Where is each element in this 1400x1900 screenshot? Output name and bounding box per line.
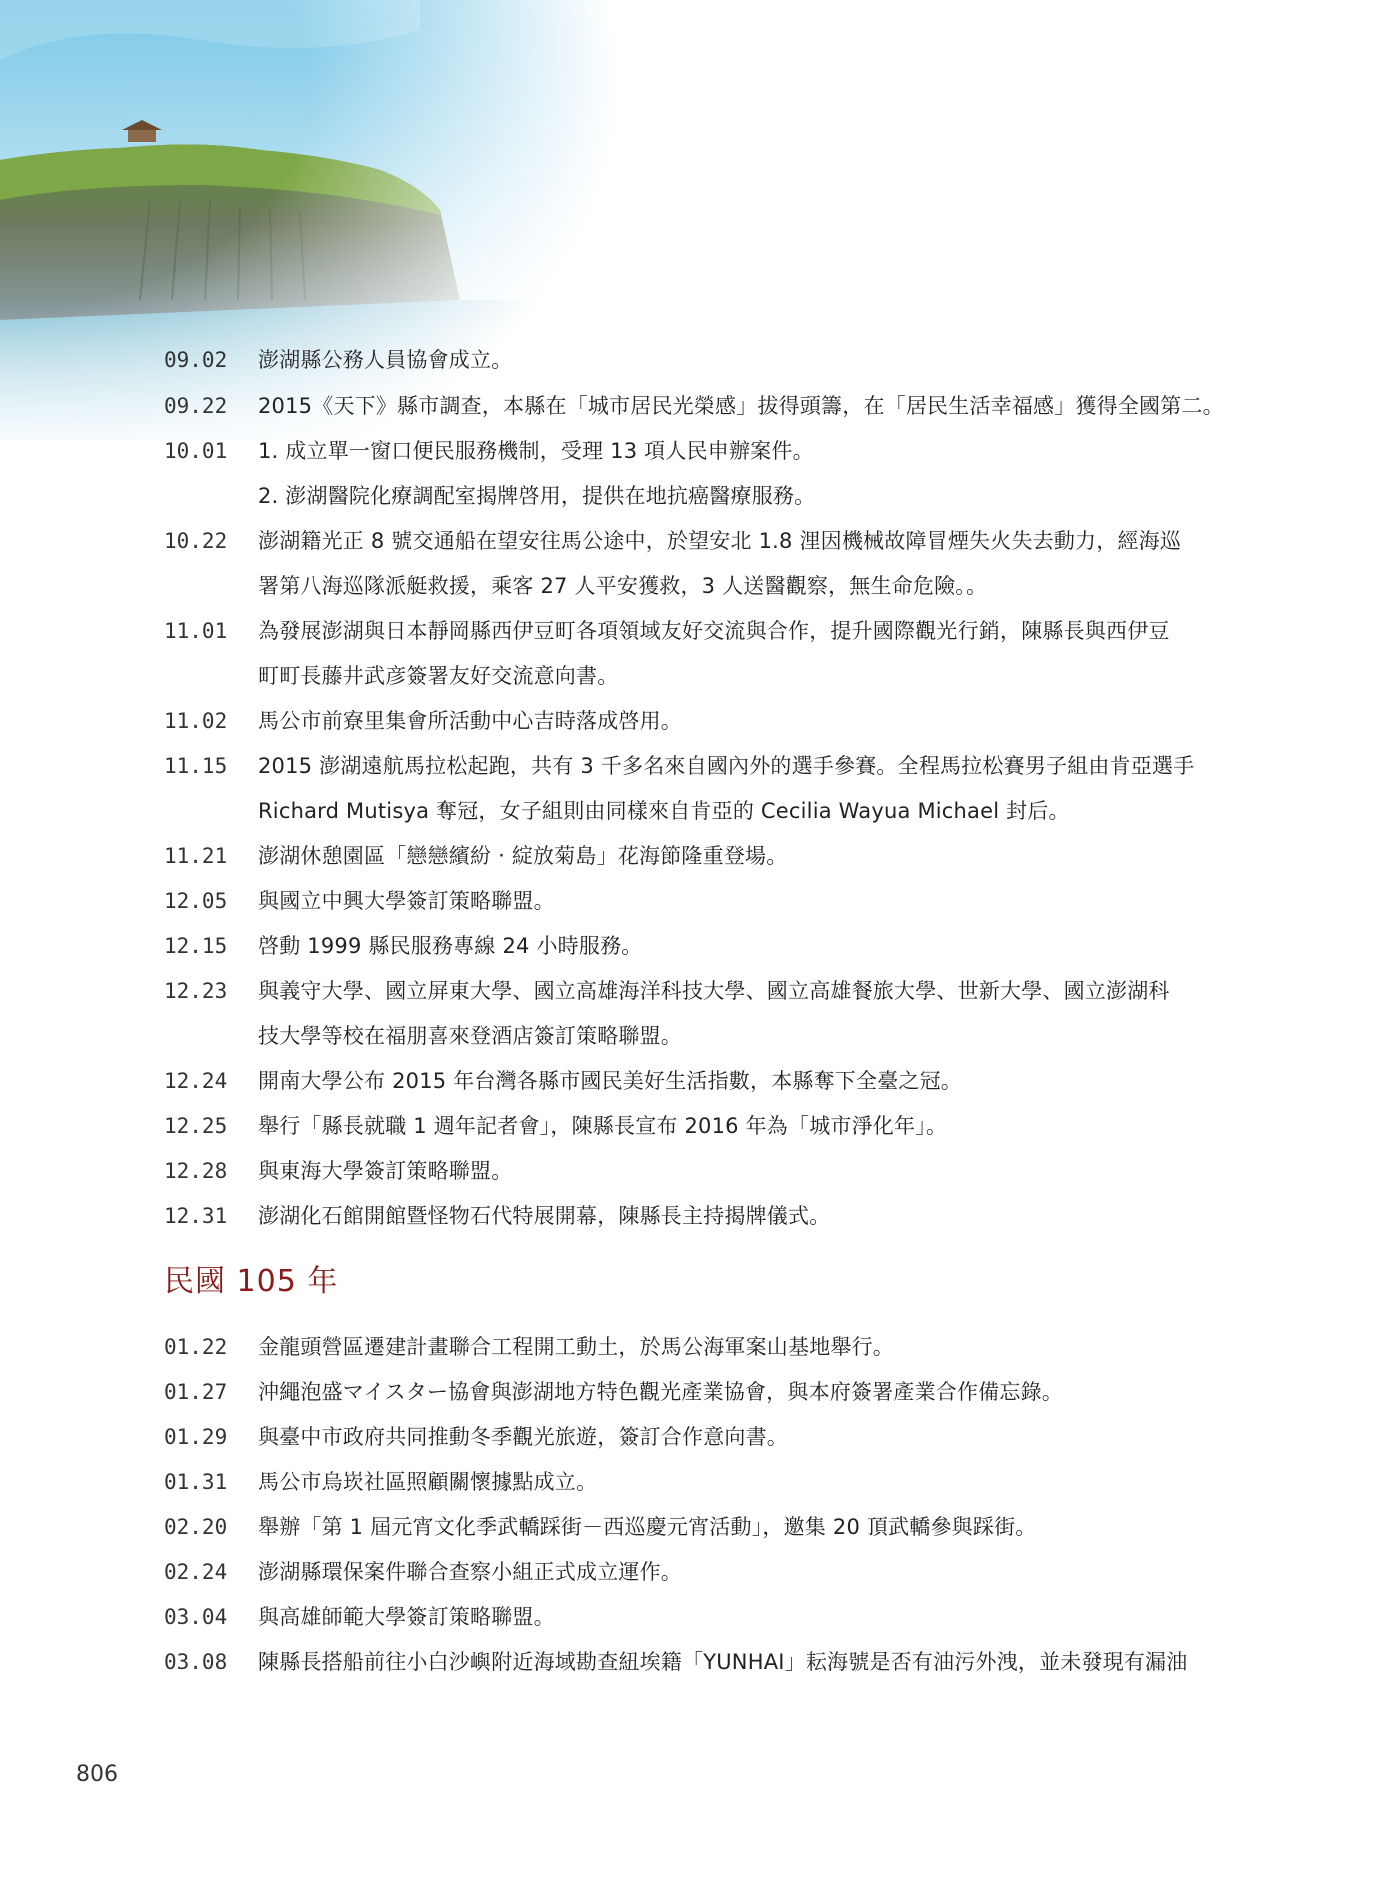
entry-text: 署第八海巡隊派艇救援，乘客 27 人平安獲救，3 人送醫觀察，無生命危險。。 (258, 574, 988, 598)
entry-text: 陳縣長搭船前往小白沙嶼附近海域勘查紐埃籍「YUNHAI」耘海號是否有油污外洩，並未發現有漏油 (258, 1650, 1188, 1674)
entry-text: 1. 成立單一窗口便民服務機制，受理 13 項人民申辦案件。 (258, 439, 814, 463)
entry-date: 12.24 (164, 1069, 228, 1093)
entry-date: 09.02 (164, 348, 228, 372)
entry-text: 與高雄師範大學簽訂策略聯盟。 (258, 1605, 555, 1629)
list-item-continuation (0, 789, 1400, 833)
list-item (0, 879, 1400, 923)
entry-date: 10.01 (164, 439, 228, 463)
entry-text: 馬公市烏崁社區照顧關懷據點成立。 (258, 1470, 598, 1494)
entry-date: 09.22 (164, 394, 228, 418)
entry-date: 10.22 (164, 529, 228, 553)
entry-text: 金龍頭營區遷建計畫聯合工程開工動土，於馬公海軍案山基地舉行。 (258, 1335, 894, 1359)
list-item (0, 924, 1400, 968)
list-item-continuation (0, 474, 1400, 518)
entry-text: 技大學等校在福朋喜來登酒店簽訂策略聯盟。 (258, 1024, 682, 1048)
entry-date: 02.20 (164, 1515, 228, 1539)
entry-text: 馬公市前寮里集會所活動中心吉時落成啓用。 (258, 709, 682, 733)
entry-text: 啓動 1999 縣民服務專線 24 小時服務。 (258, 934, 643, 958)
entry-date: 12.31 (164, 1204, 228, 1228)
entry-text: 澎湖休憩園區「戀戀繽紛 ‧ 綻放菊島」花海節隆重登場。 (258, 844, 788, 868)
list-item-continuation (0, 1014, 1400, 1058)
entry-text: 澎湖縣環保案件聯合查察小組正式成立運作。 (258, 1560, 682, 1584)
entry-date: 11.15 (164, 754, 228, 778)
entry-date: 11.21 (164, 844, 228, 868)
entry-date: 03.04 (164, 1605, 228, 1629)
list-item-continuation (0, 564, 1400, 608)
entry-text: 澎湖縣公務人員協會成立。 (258, 348, 513, 372)
entry-date: 12.23 (164, 979, 228, 1003)
entry-text: 舉行「縣長就職 1 週年記者會」，陳縣長宣布 2016 年為「城市淨化年」。 (258, 1114, 948, 1138)
list-item (0, 1370, 1400, 1414)
list-item (0, 1505, 1400, 1549)
list-item (0, 519, 1400, 563)
entry-text: 2. 澎湖醫院化療調配室揭牌啓用，提供在地抗癌醫療服務。 (258, 484, 816, 508)
entry-text: 澎湖籍光正 8 號交通船在望安往馬公途中，於望安北 1.8 浬因機械故障冒煙失火失去動力，經海巡 (258, 529, 1182, 553)
list-item (0, 1194, 1400, 1238)
entry-date: 01.29 (164, 1425, 228, 1449)
list-item (0, 429, 1400, 473)
entry-text: 與東海大學簽訂策略聯盟。 (258, 1159, 513, 1183)
list-item (0, 1460, 1400, 1504)
entry-date: 12.05 (164, 889, 228, 913)
entry-text: 沖繩泡盛マイスター協會與澎湖地方特色觀光產業協會，與本府簽署產業合作備忘錄。 (258, 1380, 1063, 1404)
section-title: 民國 105 年 (164, 1264, 339, 1299)
entry-text: 為發展澎湖與日本靜岡縣西伊豆町各項領域友好交流與合作，提升國際觀光行銷，陳縣長與西伊豆 (258, 619, 1170, 643)
list-item (0, 969, 1400, 1013)
list-item (0, 834, 1400, 878)
list-item (0, 1059, 1400, 1103)
entry-date: 11.01 (164, 619, 228, 643)
list-item-continuation (0, 654, 1400, 698)
entry-date: 11.02 (164, 709, 228, 733)
entry-text: 開南大學公布 2015 年台灣各縣市國民美好生活指數，本縣奪下全臺之冠。 (258, 1069, 962, 1093)
entry-date: 01.27 (164, 1380, 228, 1404)
entry-text: 舉辦「第 1 屆元宵文化季武轎踩街－西巡慶元宵活動」，邀集 20 頂武轎參與踩街。 (258, 1515, 1037, 1539)
entry-text: 與國立中興大學簽訂策略聯盟。 (258, 889, 555, 913)
entry-date: 03.08 (164, 1650, 228, 1674)
entry-text: 澎湖化石館開館暨怪物石代特展開幕，陳縣長主持揭牌儀式。 (258, 1204, 831, 1228)
list-item (0, 1640, 1400, 1684)
list-item (0, 1415, 1400, 1459)
entry-text: 與臺中市政府共同推動冬季觀光旅遊，簽訂合作意向書。 (258, 1425, 788, 1449)
entry-date: 12.15 (164, 934, 228, 958)
list-item (0, 744, 1400, 788)
list-item (0, 1149, 1400, 1193)
list-item (0, 1550, 1400, 1594)
entry-date: 01.31 (164, 1470, 228, 1494)
entry-text: 2015《天下》縣市調查，本縣在「城市居民光榮感」拔得頭籌，在「居民生活幸福感」獲得全國第二。 (258, 394, 1224, 418)
list-item (0, 1104, 1400, 1148)
entry-text: 町町長藤井武彦簽署友好交流意向書。 (258, 664, 619, 688)
entry-text: 2015 澎湖遠航馬拉松起跑，共有 3 千多名來自國內外的選手參賽。全程馬拉松賽男子組由肯亞選手 (258, 754, 1195, 778)
list-item (0, 1595, 1400, 1639)
entry-date: 12.28 (164, 1159, 228, 1183)
entry-text: Richard Mutisya 奪冠，女子組則由同樣來自肯亞的 Cecilia Wayua Michael 封后。 (258, 799, 1070, 823)
list-item (0, 609, 1400, 653)
list-item (0, 384, 1400, 428)
list-item (0, 1325, 1400, 1369)
page-number: 806 (76, 1762, 118, 1787)
entry-date: 02.24 (164, 1560, 228, 1584)
list-item (0, 338, 1400, 382)
list-item (0, 699, 1400, 743)
entry-date: 12.25 (164, 1114, 228, 1138)
entry-date: 01.22 (164, 1335, 228, 1359)
entry-text: 與義守大學、國立屏東大學、國立高雄海洋科技大學、國立高雄餐旅大學、世新大學、國立澎湖科 (258, 979, 1170, 1003)
